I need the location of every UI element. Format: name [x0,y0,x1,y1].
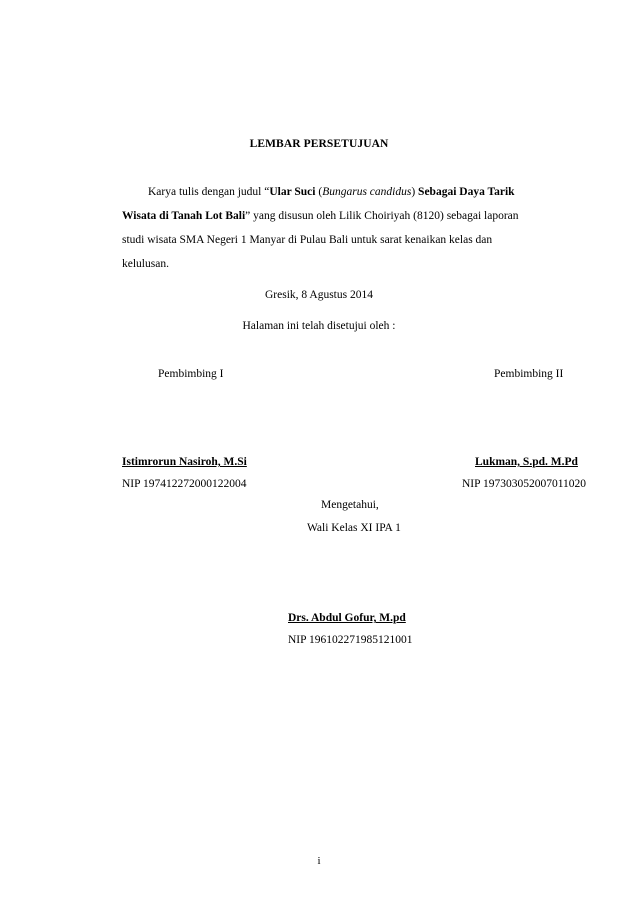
page-title: LEMBAR PERSETUJUAN [249,138,389,150]
supervisor2-name: Lukman, S.pd. M.Pd [475,456,578,468]
statement-text-2: ( [315,186,323,198]
statement-text-1: Karya tulis dengan judul “ [148,186,270,198]
supervisor1-nip: NIP 197412272000122004 [122,478,247,490]
statement-text-4: ” yang disusun oleh Lilik Choiriyah (8120) sebagai laporan studi wisata SMA Negeri 1 Manyar di Pulau Bali untuk sarat kenaikan kelas dan kelulusan. [122,210,519,270]
page-number: i [317,855,321,867]
statement-text-3: ) [411,186,419,198]
supervisor2-nip: NIP 197303052007011020 [462,478,587,490]
statement-bold-1: Ular Suci [269,186,316,198]
approved-by-text: Halaman ini telah disetujui oleh : [242,320,396,332]
supervisor1-name: Istimrorun Nasiroh, M.Si [122,456,247,468]
statement-paragraph [122,180,522,276]
statement-italic-1: Bungarus candidus [322,186,412,198]
homeroom-role: Wali Kelas XI IPA 1 [307,522,401,534]
place-date: Gresik, 8 Agustus 2014 [265,289,373,301]
supervisor2-label: Pembimbing II [494,368,564,380]
acknowledged-label: Mengetahui, [321,499,379,511]
homeroom-nip: NIP 196102271985121001 [288,634,413,646]
statement-bold-2: Sebagai Daya Tarik Wisata di Tanah Lot Bali [122,186,515,222]
homeroom-name: Drs. Abdul Gofur, M.pd [288,612,406,624]
supervisor1-label: Pembimbing I [158,368,224,380]
